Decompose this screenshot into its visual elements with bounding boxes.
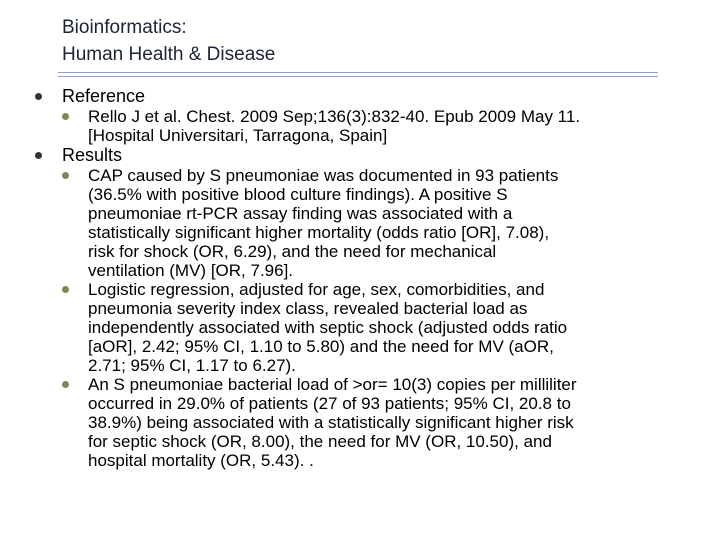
list-item-line: pneumoniae rt-PCR assay finding was associated with a [88,204,513,223]
list-item-line: hospital mortality (OR, 5.43). . [88,451,314,470]
slide-title-line-1: Bioinformatics: [62,17,187,38]
section-reference [0,86,720,107]
list-item-line: 38.9%) being associated with a statistically significant higher risk [88,413,574,432]
list-item-line: An S pneumoniae bacterial load of >or= 10(3) copies per milliliter [88,375,577,394]
bullet-dot-icon [35,152,42,159]
list-item-line: 2.71; 95% CI, 1.17 to 6.27). [88,356,296,375]
section-heading: Reference [62,86,146,106]
slide-title-line-2: Human Health & Disease [62,44,276,65]
list-item [0,166,688,280]
list-item-line: [aOR], 2.42; 95% CI, 1.10 to 5.80) and the need for MV (aOR, [88,337,554,356]
list-item-line: (36.5% with positive blood culture findings). A positive S [88,185,508,204]
slide-title [62,14,275,68]
list-item-line: ventilation (MV) [OR, 7.96]. [88,261,294,280]
list-item-line: statistically significant higher mortality (odds ratio [OR], 7.08), [88,223,550,242]
list-item [0,280,688,375]
list-item-line: Logistic regression, adjusted for age, sex, comorbidities, and [88,280,545,299]
section-heading: Results [62,145,123,165]
list-item [0,375,688,470]
slide-body [0,86,720,470]
bullet-dot-icon [35,93,42,100]
list-item-line: risk for shock (OR, 6.29), and the need for mechanical [88,242,497,261]
bullet-dot-icon [62,381,69,388]
list-item-line: for septic shock (OR, 8.00), the need for MV (OR, 10.50), and [88,432,552,451]
title-divider [58,72,658,77]
bullet-dot-icon [62,286,69,293]
bullet-dot-icon [62,113,69,120]
list-item [0,107,688,145]
list-item-line: independently associated with septic shock (adjusted odds ratio [88,318,568,337]
list-item-line: [Hospital Universitari, Tarragona, Spain] [88,126,388,145]
bullet-dot-icon [62,172,69,179]
list-item-line: CAP caused by S pneumoniae was documented in 93 patients [88,166,559,185]
list-item-line: Rello J et al. Chest. 2009 Sep;136(3):832-40. Epub 2009 May 11. [88,107,581,126]
section-results [0,145,720,166]
list-item-line: pneumonia severity index class, revealed bacterial load as [88,299,528,318]
list-item-line: occurred in 29.0% of patients (27 of 93 patients; 95% CI, 20.8 to [88,394,571,413]
